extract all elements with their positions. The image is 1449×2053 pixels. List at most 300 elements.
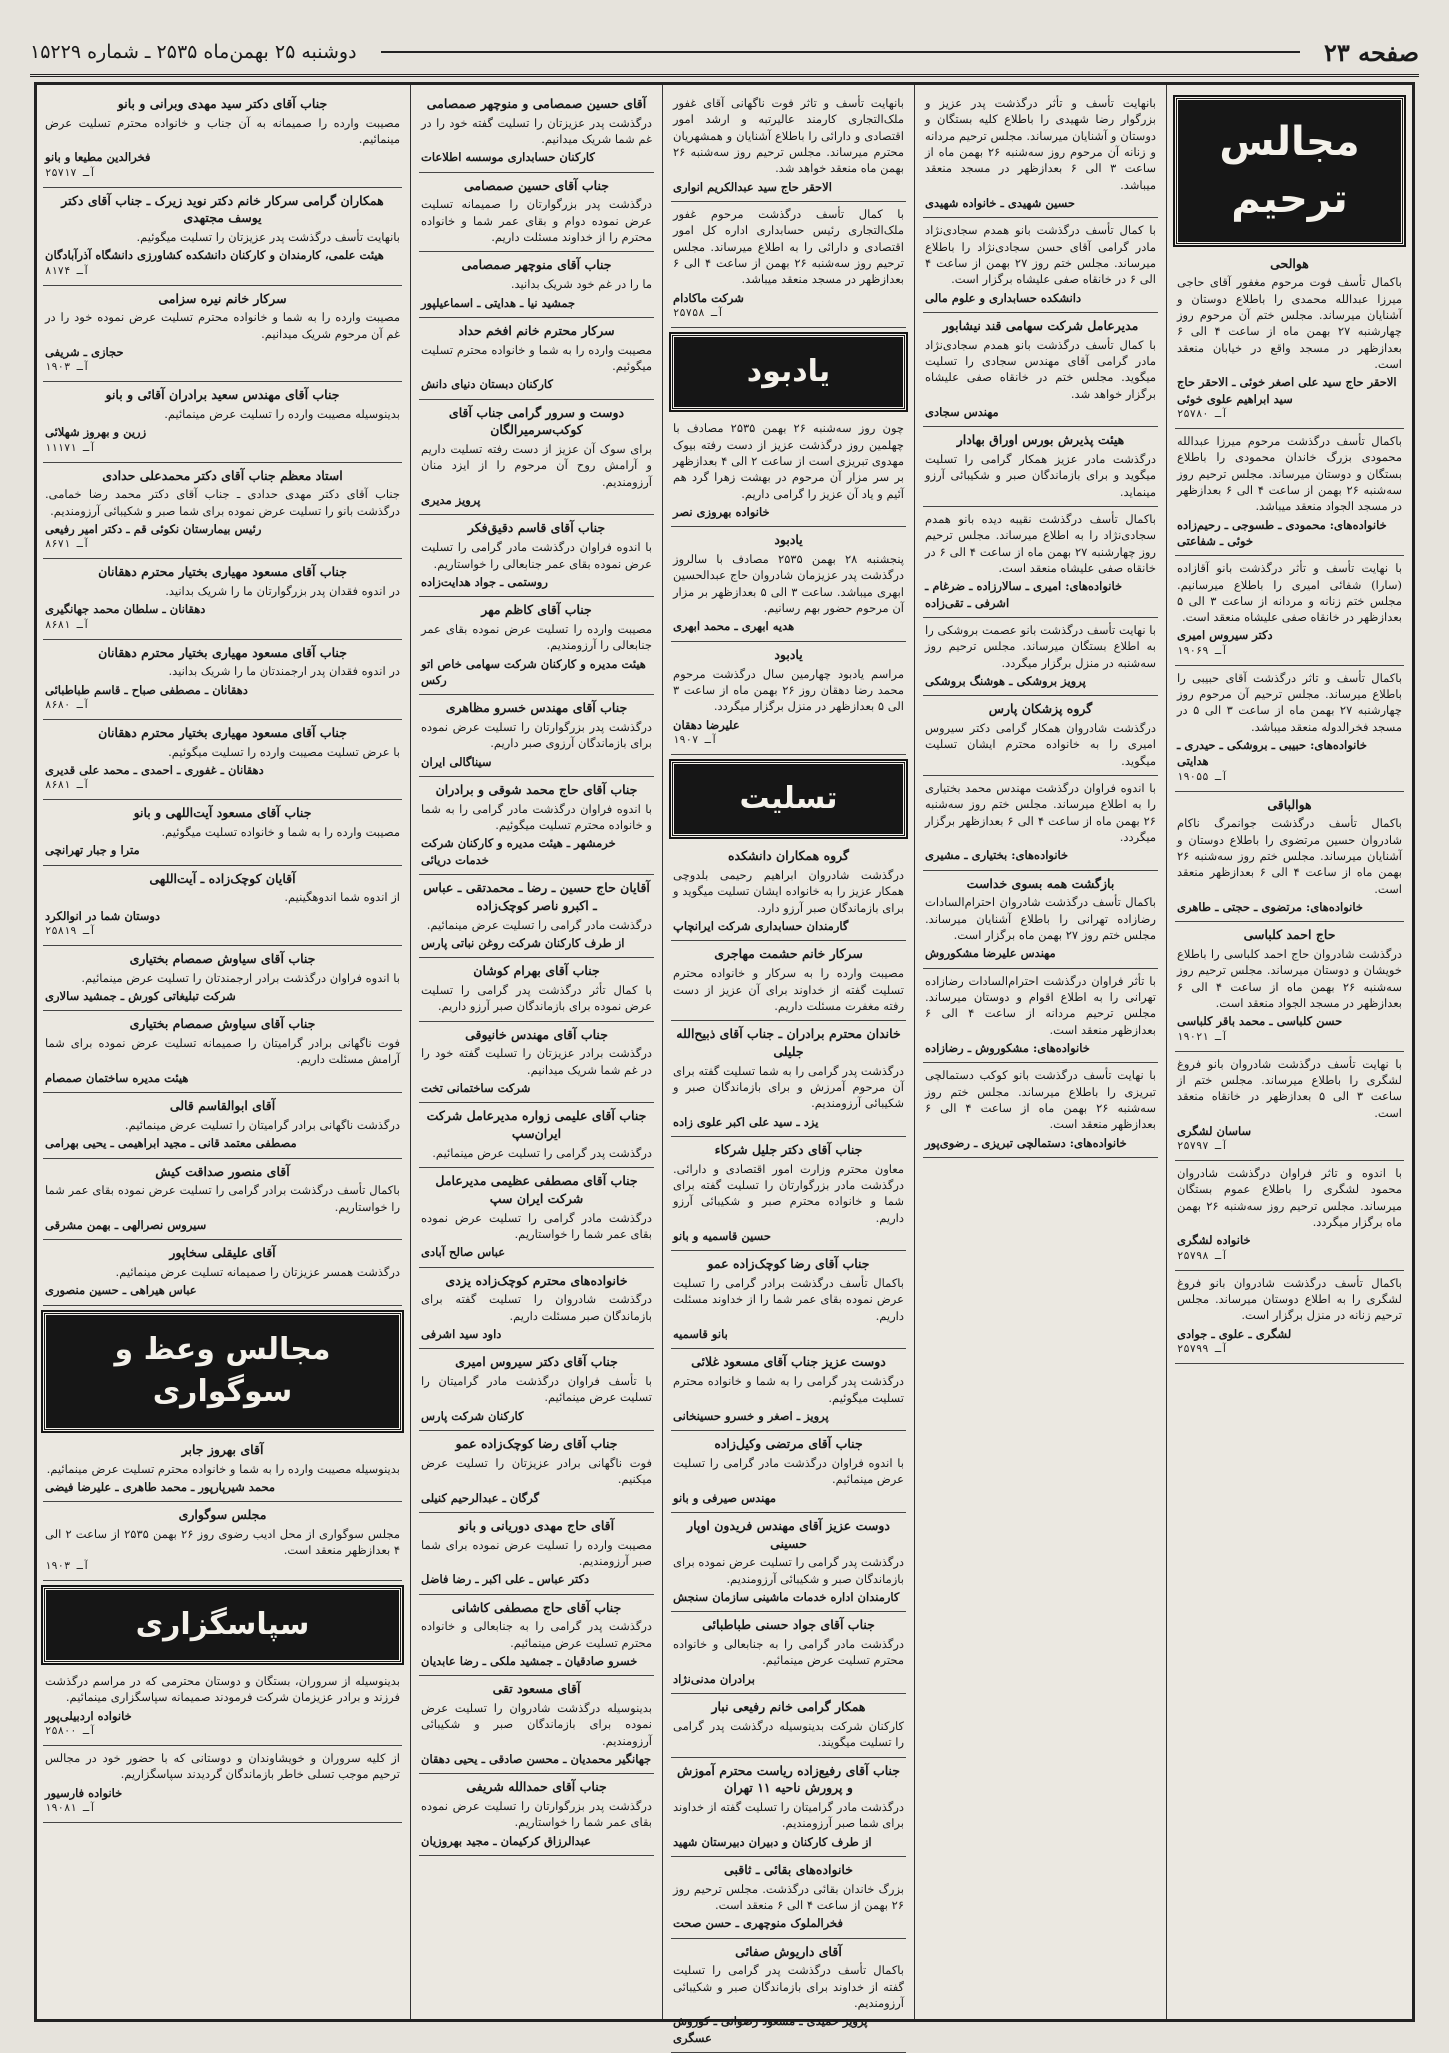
notice-title: خاندان محترم برادران ـ جناب آقای ذبیح‌الله جلیلی bbox=[676, 1026, 901, 1059]
notice-body: در اندوه فقدان پدر بزرگوارتان ما را شریک بدانید. bbox=[165, 584, 400, 599]
notice-signature: عباس هیراهی ـ حسین منصوری bbox=[45, 1283, 197, 1298]
notice-column-1 bbox=[1166, 85, 1412, 2019]
notice-ad-code: آـ ۸۶۸۱ bbox=[45, 779, 90, 792]
notice bbox=[419, 1349, 654, 1431]
notice-body: درگذشت پدر گرامی را تسلیت عرض مینمائیم. bbox=[432, 1145, 652, 1160]
notice-title: آقایان کوچک‌زاده ـ آیت‌اللهی bbox=[149, 870, 296, 886]
notice-title: دوست عزیز جناب آقای مسعود غلائی bbox=[691, 1354, 886, 1370]
notice-signature: هیئت مدیره ساختمان صمصام bbox=[45, 1070, 189, 1085]
notice-title: دوست و سرور گرامی جناب آقای کوکب‌سرمیرالگان bbox=[448, 404, 625, 438]
notice-signature: حسین قاسمیه و بانو bbox=[673, 1229, 771, 1244]
notice-body: باکمال تأسف درگذشت برادر گرامی را تسلیت عرض نموده بقای عمر شما را از خداوند مسئلت داریم. bbox=[673, 1276, 904, 1323]
notice bbox=[419, 1774, 654, 1856]
notice-body: باکمال تأسف درگذشت شادروان احترام‌السادات رضازاده تهرانی را باطلاع آشنایان میرساند. مجلس ختم روز ۲۷ بهمن ماه برگزار است. bbox=[925, 895, 1156, 943]
notice-signature: علیرضا دهقان bbox=[673, 717, 740, 732]
notice-signature: از طرف کارکنان و دبیران دبیرستان شهید bbox=[673, 1834, 872, 1849]
notice-body: از کلیه سروران و خویشاوندان و دوستانی که با حضور خود در مجالس ترحیم موجب تسلی خاطر بازماندگان گردیدند سپاسگزاریم. bbox=[45, 1751, 400, 1782]
notice-signature: الاحقر حاج سید علی اصغر خوئی ـ الاحقر حاج سید ابراهیم علوی خوئی bbox=[1177, 375, 1397, 406]
tarhim-banner: مجالس ترحیم bbox=[1175, 97, 1404, 245]
notice-signature: پرویز مدیری bbox=[421, 493, 481, 508]
notice-signature: هدیه ابهری ـ محمد ابهری bbox=[673, 619, 795, 634]
notice bbox=[923, 871, 1158, 969]
notice-body: بانهایت تأسف درگذشت پدر عزیزتان را تسلیت میگوئیم. bbox=[136, 230, 400, 245]
notice bbox=[419, 252, 654, 317]
notice bbox=[43, 640, 402, 720]
notice-ad-code: آـ ۸۶۸۱ bbox=[45, 618, 90, 631]
notice-title: جناب آقای مهندس خانیوقی bbox=[465, 1026, 608, 1042]
notice-ad-code: آـ ۲۵۸۱۹ bbox=[45, 925, 96, 938]
notice-list-top bbox=[671, 91, 906, 328]
notice-body: درگذشت پدر بزرگوارتان را تسلیت عرض نموده بقای عمر شما را خواستاریم. bbox=[421, 1799, 652, 1830]
notice-body: مصیبت وارده را به شما و خانواده تسلیت میگوئیم. bbox=[161, 824, 400, 839]
notice bbox=[419, 318, 654, 400]
notice-title: جناب آقای سیاوش صمصام بختیاری bbox=[129, 950, 316, 966]
notice-title: جناب آقای حاج مصطفی کاشانی bbox=[451, 1599, 622, 1615]
notice-signature: سیناگالی ایران bbox=[421, 754, 492, 769]
notice-list-top bbox=[43, 91, 402, 1306]
notice-title: گروه پزشکان پارس bbox=[988, 701, 1093, 717]
notice-signature: خانواده‌های: دستمالچی تبریزی ـ رضوی‌پور bbox=[925, 1135, 1127, 1150]
notice-list bbox=[923, 91, 1158, 1158]
notice-title: یادبود bbox=[774, 532, 803, 548]
notice-title: خانواده‌های محترم کوچک‌زاده یزدی bbox=[445, 1272, 628, 1288]
notice-title: حاج احمد کلباسی bbox=[1243, 927, 1336, 943]
notice bbox=[419, 515, 654, 597]
notice-title: مدیرعامل شرکت سهامی قند نیشابور bbox=[942, 317, 1139, 333]
notice-body: باکمال تأسف و تاثر درگذشت آقای حبیبی را باطلاع میرساند. مجلس ترحیم آن مرحوم روز چهارشنبه ۲۷ بهمن ماه از ساعت ۳ الی ۵ در مسجد فخرالدوله منعقد میباشد. bbox=[1177, 670, 1402, 734]
notice bbox=[43, 1159, 402, 1241]
notice bbox=[43, 1093, 402, 1158]
notice-ad-code: آـ ۱۹۰۲۱ bbox=[1177, 1030, 1228, 1043]
notice-signature: الاحقر حاج سید عبدالکریم انواری bbox=[673, 179, 832, 194]
notice-body: مصیبت وارده را تسلیت عرض نموده برای شما صبر آرزومندیم. bbox=[421, 1537, 652, 1568]
notice-body: درگذشت پدر عزیزتان را تسلیت گفته خود را در غم شما شریک میدانیم. bbox=[421, 115, 652, 147]
notice-signature: مهندس علیرضا مشکوروش bbox=[925, 946, 1056, 961]
notice bbox=[923, 91, 1158, 218]
notice-signature: مصطفی معتمد قانی ـ مجید ابراهیمی ـ یحیی بهرامی bbox=[45, 1136, 297, 1151]
notice bbox=[671, 416, 906, 527]
notice-title: آقای مسعود تقی bbox=[492, 1681, 581, 1697]
notice-body: بزرگ خاندان بقائی درگذشت. مجلس ترحیم روز ۲۶ بهمن از ساعت ۴ الی ۶ منعقد است. bbox=[673, 1881, 904, 1913]
notice-body: درگذشت پدر گرامی را به شما تسلیت گفته برای آن مرحوم آمرزش و برای بازماندگان صبر و شکیبائی آرزومندیم. bbox=[673, 1063, 904, 1111]
notice-body: فوت ناگهانی برادر عزیزتان را تسلیت عرض میکنیم. bbox=[421, 1455, 652, 1487]
notice-title: جناب آقای حسین صمصامی bbox=[464, 177, 609, 193]
notice-title: همکاران گرامی سرکار خانم دکتر نوید زیرک ـ جناب آقای دکتر یوسف مجتهدی bbox=[61, 192, 384, 226]
notice bbox=[671, 1349, 906, 1431]
notice-signature: شرکت ساختمانی تخت bbox=[421, 1080, 531, 1095]
notice-body: مصیبت وارده را به شما و خانواده محترم تسلیت میگوئیم. bbox=[421, 342, 652, 373]
notice-title: جناب آقای مسعود مهیاری بختیار محترم دهقانان bbox=[98, 724, 347, 740]
notice-title: جناب آقای مهندس خسرو مظاهری bbox=[445, 700, 628, 716]
notice-signature: کارکنان دبستان دنیای دانش bbox=[421, 377, 553, 392]
notice-signature: داود سید اشرفی bbox=[421, 1327, 502, 1342]
notice-signature: خسرو صادقیان ـ جمشید ملکی ـ رضا عابدیان bbox=[421, 1653, 638, 1668]
notice bbox=[419, 400, 654, 516]
notice-column-2 bbox=[914, 85, 1166, 2019]
notice-body: درگذشت شادروان همکار گرامی دکتر سیروس امیری را به خانواده محترم ایشان تسلیت میگوید. bbox=[925, 721, 1156, 768]
yadbood-banner: یادبود bbox=[671, 334, 906, 411]
notice-title: جناب آقای کاظم مهر bbox=[481, 602, 592, 618]
notice-signature: دهقانان ـ مصطفی صباح ـ قاسم طباطبائی bbox=[45, 682, 248, 697]
notice-body: با تأثر فراوان درگذشت احترام‌السادات رضازاده تهرانی را به اطلاع اقوام و دوستان میرساند. مجلس ترحیم مردانه از ساعت ۴ الی ۶ بعدازظهر منعقد است. bbox=[925, 973, 1156, 1037]
notice-list bbox=[419, 91, 654, 1856]
notice bbox=[923, 313, 1158, 427]
notice-signature: خانواده اردبیلی‌پور bbox=[45, 1708, 132, 1723]
notice-list-middle bbox=[43, 1437, 402, 1581]
notice bbox=[43, 1669, 402, 1746]
notice-ad-code: آـ ۲۵۷۵۸ bbox=[673, 306, 724, 319]
notice-signature: یزد ـ سید علی اکبر علوی زاده bbox=[673, 1114, 819, 1129]
notice-title: جناب آقای دکتر سید مهدی وبرانی و بانو bbox=[117, 96, 328, 111]
notice-body: مصیبت وارده را صمیمانه به آن جناب و خانواده محترم تسلیت عرض مینمائیم. bbox=[45, 115, 400, 147]
notice-body: جناب آقای دکتر مهدی حدادی ـ جناب آقای دکتر محمد رضا خمامی. درگذشت بانو را تسلیت عرض نموده برای شما صبر و شکیبائی آرزومندیم. bbox=[45, 487, 400, 518]
notice bbox=[43, 463, 402, 560]
notice bbox=[923, 507, 1158, 618]
notice-title: آقای داریوش صفائی bbox=[735, 1943, 842, 1959]
notice bbox=[671, 941, 906, 1021]
notice bbox=[923, 696, 1158, 776]
notice-body: فوت ناگهانی برادر گرامیتان را صمیمانه تسلیت عرض نموده برای شما آرامش مسئلت داریم. bbox=[45, 1036, 400, 1067]
notice bbox=[43, 866, 402, 946]
notice-body: با نهایت تأسف درگذشت شادروان بانو فروغ لشگری را باطلاع میرساند. مجلس ختم از ساعت ۳ الی ۵ بعدازظهر در خانقاه منعقد است. bbox=[1177, 1056, 1402, 1120]
notice-signature: دهقانان ـ سلطان محمد جهانگیری bbox=[45, 602, 206, 617]
notice-signature: برادران مدنی‌نژاد bbox=[673, 1671, 755, 1686]
notice-body: مصیبت وارده را تسلیت عرض نموده بقای عمر جنابعالی را آرزومندیم. bbox=[421, 621, 652, 653]
notice-title: جناب آقای مرتضی وکیل‌زاده bbox=[714, 1436, 863, 1452]
notice bbox=[419, 1431, 654, 1513]
notice-signature: حسن کلباسی ـ محمد باقر کلباسی bbox=[1177, 1014, 1343, 1029]
notice-body: با عرض تسلیت مصیبت وارده را تسلیت میگوئیم. bbox=[168, 744, 400, 759]
notice-signature: خانواده فارسیور bbox=[45, 1785, 123, 1800]
notice bbox=[43, 1746, 402, 1823]
notice-ad-code: آـ ۱۹۰۷ bbox=[673, 733, 718, 746]
notice bbox=[419, 958, 654, 1021]
notice-title: دوست عزیز آقای مهندس فریدون اوپار حسینی bbox=[687, 1517, 890, 1551]
notice-signature: جهانگیر محمدیان ـ محسن صادقی ـ یحیی دهقان bbox=[421, 1752, 652, 1767]
notice-signature: کارمندان اداره خدمات ماشینی سازمان سنجش bbox=[673, 1590, 900, 1605]
notice-body: باکمال تأسف فوت مرحوم مغفور آقای حاجی میرزا عبدالله محمدی را باطلاع دوستان و آشنایان میرساند. مجلس ختم آن مرحوم روز چهارشنبه ۲۷ بهمن ماه از ساعت ۴ الی ۶ بعدازظهر در مسجد واقع در خیابان منعقد است. bbox=[1177, 275, 1402, 371]
notice-list-bottom bbox=[43, 1669, 402, 1823]
notice-body: با نهایت تأسف درگذشت بانو عصمت بروشکی را به اطلاع بستگان میرساند. مجلس ترحیم روز سه‌شنبه در منزل برگزار میگردد. bbox=[925, 623, 1156, 670]
notice-body: مصیبت وارده را به شما و خانواده محترم تسلیت عرض نموده خود را در غم آن مرحوم شریک میدانیم. bbox=[45, 310, 400, 341]
notice-title: جناب آقای رضا کوچک‌زاده عمو bbox=[455, 1436, 618, 1452]
notice-signature: دکتر عباس ـ علی اکبر ـ رضا فاضل bbox=[421, 1572, 590, 1587]
tasliat-banner: تسلیت bbox=[671, 761, 906, 838]
notice-title: جناب آقای مصطفی عظیمی مدیرعامل شرکت ایران سپ bbox=[435, 1173, 638, 1206]
notice-column-3 bbox=[662, 85, 914, 2045]
notice bbox=[671, 1612, 906, 1694]
notice bbox=[43, 1437, 402, 1502]
notice-title: آقای حاج مهدی دوریانی و بانو bbox=[458, 1517, 615, 1533]
notice bbox=[43, 382, 402, 462]
header-rule bbox=[381, 51, 1300, 53]
notice-body: درگذشت شادروان حاج احمد کلباسی را باطلاع خویشان و دوستان میرساند. مجلس ترحیم روز سه‌شنبه ۲۶ بهمن ماه از ساعت ۴ الی ۶ بعدازظهر در مسجد الجواد منعقد است. bbox=[1177, 947, 1402, 1011]
notice-title: جناب آقای قاسم دقیق‌فکر bbox=[467, 520, 606, 536]
notice bbox=[43, 720, 402, 800]
notice-signature: بانو قاسمیه bbox=[673, 1327, 728, 1342]
notice-signature: دوستان شما در انوالکرد bbox=[45, 908, 161, 923]
notice-body: درگذشت پدر بزرگوارتان را تسلیت عرض نموده برای بازماندگان آرزوی صبر داریم. bbox=[421, 719, 652, 751]
notice-signature: گارمندان حسابداری شرکت ایرانچاپ bbox=[673, 919, 849, 934]
notice-body: برای سوک آن عزیز از دست رفته تسلیت داریم و آرامش روح آن مرحوم را از ایزد منان آرزومندیم. bbox=[421, 442, 652, 489]
notice-body: با نهایت تأسف و تأثر درگذشت بانو آقازاده (سارا) شفائی امیری را باطلاع میرسانیم. مجلس ختم زنانه و مردانه از ساعت ۳ الی ۵ بعدازظهر در خانقاه صفی علیشاه منعقد است. bbox=[1177, 561, 1402, 625]
notice bbox=[419, 91, 654, 173]
notice-signature: پرویز ـ اصغر و خسرو حسینخانی bbox=[673, 1408, 829, 1423]
notice-title: خانواده‌های بقائی ـ ثاقبی bbox=[724, 1862, 853, 1877]
notice bbox=[671, 1758, 906, 1857]
notice bbox=[671, 1137, 906, 1251]
notice-signature: فخرالدین مطیعا و بانو bbox=[45, 150, 151, 165]
notice-body: با اندوه فراوان درگذشت مادر گرامی را تسلیت عرض نموده بقای عمر جنابعالی را خواستاریم. bbox=[421, 540, 652, 571]
notice-title: بازگشت همه بسوی خداست bbox=[966, 875, 1115, 891]
notices-frame bbox=[34, 82, 1415, 2045]
notice bbox=[671, 202, 906, 328]
notice-body: با اندوه فراوان درگذشت مادر گرامی را تسلیت عرض مینمائیم. bbox=[673, 1455, 904, 1487]
notice-signature: مهندس صیرفی و بانو bbox=[673, 1490, 777, 1505]
notice-signature: خانواده‌های: حبیبی ـ بروشکی ـ حیدری ـ هدایتی bbox=[1177, 738, 1367, 769]
notice-title: جناب آقای سیاوش صمصام بختیاری bbox=[129, 1016, 316, 1032]
notice-title: جناب آقای جواد حسنی طباطبائی bbox=[702, 1617, 875, 1633]
notice bbox=[419, 597, 654, 695]
notice-body: درگذشت برادر عزیزتان را تسلیت گفته خود را در غم شما شریک میدانیم. bbox=[421, 1046, 652, 1077]
page-header bbox=[30, 30, 1419, 77]
notice-body: باکمال تأسف درگذشت شادروان بانو فروغ لشگری را به اطلاع دوستان میرساند. مجلس ترحیم زنانه در منزل برگزار است. bbox=[1177, 1275, 1402, 1323]
notice bbox=[671, 843, 906, 941]
notice bbox=[923, 218, 1158, 313]
notice-title: هوالباقی bbox=[1267, 796, 1312, 812]
notice-signature: خانواده لشگری bbox=[1177, 1233, 1251, 1248]
notice-title: جناب آقای رفیع‌زاده ریاست محترم آموزش و پرورش ناحیه ۱۱ تهران bbox=[676, 1762, 901, 1796]
notice-signature: سیروس نصرالهی ـ بهمن مشرقی bbox=[45, 1217, 207, 1232]
notice-title: آقای منصور صداقت کیش bbox=[155, 1163, 290, 1179]
notice bbox=[43, 559, 402, 639]
notice-title: جناب آقای مسعود آیت‌اللهی و بانو bbox=[133, 805, 312, 821]
notice-body: با اندوه فراوان درگذشت مادر گرامی را به شما و خانواده محترم تسلیت میگوئیم. bbox=[421, 801, 652, 833]
notice bbox=[671, 1857, 906, 1939]
notice-list bbox=[1175, 251, 1404, 1364]
notice-body: باکمال تأسف درگذشت نقیبه دیده بانو همدم سجادی‌نژاد را به اطلاع میرساند. مجلس ترحیم روز چهارشنبه ۲۷ بهمن ماه از ساعت ۴ الی ۶ در خانقاه صفی علیشاه منعقد است. bbox=[925, 512, 1156, 576]
notice-column-5 bbox=[35, 85, 410, 2019]
notice-body: درگذشت مادر گرامیتان را تسلیت گفته از خداوند برای شما صبر آرزومندیم. bbox=[673, 1800, 904, 1831]
notice-body: با کمال تأسف درگذشت بانو همدم سجادی‌نژاد مادر گرامی آقای حسن سجادی‌نژاد را باطلاع میرساند. مجلس ختم روز ۲۷ بهمن از ساعت ۴ الی ۶ در خانقاه صفی علیشاه برگزار است. bbox=[925, 223, 1156, 287]
notice bbox=[419, 1168, 654, 1267]
notice bbox=[923, 618, 1158, 696]
notice bbox=[43, 91, 402, 188]
notice-title: آقای بهروز جابر bbox=[181, 1441, 264, 1457]
notice-title: آقایان حاج حسین ـ رضا ـ محمدتقی ـ عباس ـ اکبرو ناصر کوچک‌زاده bbox=[423, 880, 650, 913]
notice-ad-code: آـ ۱۹۰۸۱ bbox=[45, 1802, 96, 1815]
notice-body: در اندوه فقدان پدر ارجمندتان ما را شریک بدانید. bbox=[168, 664, 400, 679]
notice-title: آقای علیقلی سخاپور bbox=[169, 1245, 276, 1261]
notice bbox=[1175, 556, 1404, 666]
notice-body: بدینوسیله مصیبت وارده را به شما و خانواده محترم تسلیت عرض مینمائیم. bbox=[46, 1461, 400, 1476]
notice-signature: حسین شهیدی ـ خانواده شهیدی bbox=[925, 195, 1075, 210]
notice-body: درگذشت پدر بزرگوارتان را صمیمانه تسلیت عرض نموده دوام و بقای عمر شما و خانواده محترم را از خداوند مسئلت داریم. bbox=[421, 197, 652, 245]
notice-title: جناب آقای مسعود مهیاری بختیار محترم دهقانان bbox=[98, 644, 347, 660]
notice-title: سرکار خانم حشمت مهاجری bbox=[714, 946, 863, 962]
notice-ad-code: آـ ۲۵۸۰۰ bbox=[45, 1725, 96, 1738]
sepas-banner: سپاسگزاری bbox=[43, 1587, 402, 1664]
notice-ad-code: آـ ۱۹۰۵۵ bbox=[1177, 770, 1228, 783]
notice-body: با کمال تأسف درگذشت بانو همدم سجادی‌نژاد مادر گرامی آقای مهندس سجادی را تسلیت میگوید. مجلس ختم در خانقاه صفی علیشاه برگزار خواهد شد. bbox=[925, 337, 1156, 401]
notice-body: چون روز سه‌شنبه ۲۶ بهمن ۲۵۳۵ مصادف با چهلمین روز درگذشت عزیز از دست رفته بیوک مهدوی تبریزی است از ساعت ۲ الی ۴ بعدازظهر بر سر مزار آن مرحوم در بهشت زهرا گرد هم آئیم و یاد آن عزیز را گرامی داریم. bbox=[673, 421, 904, 501]
notice bbox=[671, 1431, 906, 1513]
notice-title: همکار گرامی خانم رفیعی نبار bbox=[711, 1699, 866, 1715]
notice-signature: رئیس بیمارستان نکوئی قم ـ دکتر امیر رفیعی bbox=[45, 522, 262, 537]
notice-ad-code: آـ ۱۹۰۳ bbox=[45, 361, 90, 374]
notice-body: مراسم یادبود چهارمین سال درگذشت مرحوم محمد رضا دهقان روز ۲۶ بهمن ماه از ساعت ۳ الی ۵ بعدازظهر در منزل برگزار میگردد. bbox=[673, 666, 904, 714]
notice bbox=[419, 777, 654, 875]
notice-list-bottom bbox=[671, 843, 906, 2053]
notice-signature: دانشکده حسابداری و علوم مالی bbox=[925, 290, 1082, 305]
notice-body: درگذشت پدر گرامی را به شما و خانواده محترم تسلیت میگوئیم. bbox=[673, 1374, 904, 1405]
notice-title: آقای حسین صمصامی و منوچهر صمصامی bbox=[426, 96, 647, 111]
notice-title: جناب آقای بهرام کوشان bbox=[473, 963, 600, 979]
notice-signature: کارکنان حسابداری موسسه اطلاعات bbox=[421, 150, 595, 165]
notice-body: باکمال تأسف درگذشت مرحوم میرزا عبدالله محمودی بزرگ خاندان محمودی را باطلاع بستگان و دوستان میرساند. مجلس ترحیم روز سه‌شنبه ۲۶ بهمن از ساعت ۴ الی ۶ بعدازظهر در مسجد الجواد منعقد میباشد. bbox=[1177, 433, 1402, 514]
issue-date-line: دوشنبه ۲۵ بهمن‌ماه ۲۵۳۵ ـ شماره ۱۵۲۲۹ bbox=[30, 41, 357, 63]
notice-body: با کمال تأثر درگذشت پدر گرامی را تسلیت عرض نموده برای بازماندگان صبر آرزو داریم. bbox=[421, 982, 652, 1014]
notice bbox=[671, 1251, 906, 1349]
notice-signature: کارکنان شرکت پارس bbox=[421, 1408, 524, 1423]
notice-title: سرکار محترم خانم افخم حداد bbox=[458, 322, 615, 338]
notice bbox=[671, 527, 906, 641]
notice-column-4 bbox=[410, 85, 662, 2019]
notice bbox=[43, 1011, 402, 1093]
notice bbox=[671, 1021, 906, 1137]
notice bbox=[923, 427, 1158, 507]
notice-body: درگذشت مادر گرامی را به جنابعالی و خانواده محترم تسلیت عرض مینمائیم. bbox=[673, 1637, 904, 1668]
notice-ad-code: آـ ۲۵۷۹۸ bbox=[1177, 1249, 1228, 1262]
notice bbox=[1175, 251, 1404, 429]
notice-list-middle bbox=[671, 416, 906, 754]
notice-signature: زرین و بهروز شهلائی bbox=[45, 425, 147, 440]
notice-title: جناب آقای حاج محمد شوقی و برادران bbox=[435, 781, 638, 797]
notice bbox=[1175, 922, 1404, 1051]
notice-signature: هیئت مدیره و کارکنان شرکت سهامی خاص اتو رکس bbox=[421, 656, 646, 687]
notice bbox=[671, 1939, 906, 2053]
notice-signature: جمشید نیا ـ هدایتی ـ اسماعیلپور bbox=[421, 295, 576, 310]
notice-body: با اندوه فراوان درگذشت مهندس محمد بختیاری را به اطلاع میرساند. مجلس ختم روز سه‌شنبه ۲۶ بهمن ماه از ساعت ۴ الی ۶ بعدازظهر برگزار میگردد. bbox=[925, 781, 1156, 845]
notice-body: مجلس سوگواری از محل ادیب رضوی روز ۲۶ بهمن ۲۵۳۵ از ساعت ۲ الی ۴ بعدازظهر منعقد است. bbox=[45, 1526, 400, 1558]
notice bbox=[43, 800, 402, 865]
notice-signature: خانواده‌های: امیری ـ سالارزاده ـ ضرغام ـ اشرفی ـ تقی‌زاده bbox=[925, 579, 1123, 610]
notice-ad-code: آـ ۲۵۷۹۷ bbox=[1177, 1140, 1228, 1153]
notice-signature: هیئت علمی، کارمندان و کارکنان دانشکده کشاورزی دانشگاه آذرآبادگان bbox=[45, 248, 384, 263]
notice bbox=[43, 188, 402, 286]
notice bbox=[419, 1103, 654, 1168]
vaez-banner: مجالس وعظ و سوگواری bbox=[43, 1312, 402, 1431]
notice-signature: خانواده‌های: محمودی ـ طسوجی ـ رحیم‌زاده خوئی ـ شفاعتی bbox=[1177, 517, 1387, 548]
notice-body: درگذشت شادروان را تسلیت گفته برای بازماندگان صبر مسئلت داریم. bbox=[421, 1292, 652, 1323]
notice-ad-code: آـ ۲۵۷۱۷ bbox=[45, 166, 96, 179]
notice-ad-code: آـ ۸۶۷۱ bbox=[45, 538, 90, 551]
page-number: صفحه ۲۳ bbox=[1323, 37, 1419, 67]
notice-body: معاون محترم وزارت امور اقتصادی و دارائی. درگذشت مادر بزرگوارتان را تسلیت گفته برای شما و خانواده محترم صبر و شکیبائی آرزو داریم. bbox=[673, 1161, 904, 1225]
notice-body: با کمال تأسف درگذشت مرحوم غفور ملک‌التجاری رئیس حسابداری اداره کل امور اقتصادی و دارائی را به اطلاع میرساند. مجلس ترحیم روز سه‌شنبه ۲۶ بهمن از ساعت ۴ الی ۶ بعدازظهر در مسجد منعقد میباشد. bbox=[673, 206, 904, 287]
notice-signature: گرگان ـ عبدالرحیم کنیلی bbox=[421, 1490, 540, 1505]
notice-body: با نهایت تأسف درگذشت بانو کوکب دستمالچی تبریزی را باطلاع میرساند. مجلس ختم روز سه‌شنبه ۲۶ بهمن ماه از ساعت ۴ الی ۶ بعدازظهر منعقد است. bbox=[925, 1068, 1156, 1132]
notice-title: هیئت پذیرش بورس اوراق بهادار bbox=[956, 432, 1125, 448]
notice-title: گروه همکاران دانشکده bbox=[727, 848, 850, 864]
notice-signature: شرکت ماکادام bbox=[673, 290, 744, 305]
notice-body: درگذشت ناگهانی برادر گرامیتان را تسلیت عرض مینمائیم. bbox=[124, 1117, 400, 1132]
notice-signature: ساسان لشگری bbox=[1177, 1123, 1252, 1138]
notice bbox=[419, 1268, 654, 1350]
notice bbox=[419, 1595, 654, 1677]
notice bbox=[671, 1694, 906, 1757]
notice-signature: پرویز بروشکی ـ هوشنگ بروشکی bbox=[925, 674, 1086, 689]
notice bbox=[43, 286, 402, 383]
notice-body: با تأسف فراوان درگذشت مادر گرامیتان را تسلیت عرض مینمائیم. bbox=[421, 1374, 652, 1405]
notice-signature: خانواده‌های: مشکوروش ـ رضازاده bbox=[925, 1041, 1090, 1056]
notice-body: مصیبت وارده را به سرکار و خانواده محترم تسلیت گفته از خداوند برای آن عزیز از دست رفته مغفرت مسئلت داریم. bbox=[673, 966, 904, 1013]
notice bbox=[419, 695, 654, 777]
notice-body: بدینوسیله از سروران، بستگان و دوستان محترمی که در مراسم درگذشت فرزند و برادر عزیزمان شرکت فرمودند صمیمانه سپاسگزاری مینمائیم. bbox=[45, 1674, 400, 1705]
notice-signature: دکتر سیروس امیری bbox=[1177, 628, 1273, 643]
notice-signature: روستمی ـ جواد هدایت‌زاده bbox=[421, 574, 548, 589]
notice-title: جناب آقای رضا کوچک‌زاده عمو bbox=[707, 1256, 870, 1272]
notice bbox=[43, 946, 402, 1011]
notice bbox=[419, 1022, 654, 1104]
notice-title: جناب آقای دکتر جلیل شرکاء bbox=[714, 1141, 863, 1157]
notice-title: جناب آقای حمدالله شریفی bbox=[466, 1779, 607, 1795]
notice-ad-code: آـ ۸۱۷۴ bbox=[45, 264, 90, 277]
notice-body: پنجشنبه ۲۸ بهمن ۲۵۳۵ مصادف با سالروز درگذشت پدر عزیزمان شادروان حاج عبدالحسین ابهری میباشد. ساعت ۳ الی ۵ بعدازظهر بر مزار آن مرحوم حضور بهم رسانیم. bbox=[673, 552, 904, 616]
notice-ad-code: آـ ۱۹۰۳ bbox=[45, 1559, 90, 1572]
notice-body: درگذشت پدر گرامی را تسلیت عرض نموده برای بازماندگان صبر و شکیبائی آرزومندیم. bbox=[673, 1555, 904, 1586]
notice-title: یادبود bbox=[774, 646, 803, 662]
notice bbox=[1175, 666, 1404, 792]
notice bbox=[923, 776, 1158, 871]
notice bbox=[671, 91, 906, 202]
notice bbox=[671, 642, 906, 755]
notice bbox=[671, 1513, 906, 1612]
notice bbox=[419, 1676, 654, 1774]
notice-title: جناب آقای دکتر سیروس امیری bbox=[455, 1354, 618, 1370]
notice-title: جناب آقای علیمی زواره مدیرعامل شرکت ایران‌سپ bbox=[426, 1108, 647, 1142]
notice bbox=[1175, 1052, 1404, 1162]
notice bbox=[1175, 1271, 1404, 1364]
notice-ad-code: آـ ۸۶۸۰ bbox=[45, 699, 90, 712]
notice-signature: محمد شیرپارپور ـ محمد طاهری ـ علیرضا فیضی bbox=[45, 1479, 276, 1494]
notice bbox=[419, 875, 654, 958]
notice bbox=[419, 173, 654, 253]
notice bbox=[43, 1240, 402, 1305]
notice-title: آقای ابوالقاسم قالی bbox=[169, 1098, 276, 1114]
notice-ad-code: آـ ۲۵۷۹۹ bbox=[1177, 1343, 1228, 1356]
notice-body: بانهایت تأسف و تأثر درگذشت پدر عزیز و بزرگوار رضا شهیدی را باطلاع کلیه بستگان و دوستان و آشنایان میرساند. مجلس ترحیم مردانه و زنانه آن مرحوم روز سه‌شنبه ۲۶ بهمن ماه از ساعت ۳ الی ۶ بعدازظهر در مسجد منعقد میباشد. bbox=[925, 96, 1156, 192]
notice-body: از اندوه شما اندوهگینیم. bbox=[284, 890, 400, 905]
notice-signature: خرمشهر ـ هیئت مدیره و کارکنان شرکت خدمات دریائی bbox=[421, 836, 616, 867]
notice-title: جناب آقای مسعود مهیاری بختیار محترم دهقانان bbox=[98, 564, 347, 580]
notice-body: کارکنان شرکت بدینوسیله درگذشت پدر گرامی را تسلیت میگویند. bbox=[673, 1718, 904, 1750]
notice-title: سرکار خانم نیره سزامی bbox=[158, 290, 287, 306]
notice bbox=[43, 1502, 402, 1580]
notice bbox=[1175, 792, 1404, 923]
notice-title: جناب آقای منوچهر صمصامی bbox=[461, 257, 612, 273]
notice-body: با اندوه و تاثر فراوان درگذشت شادروان محمود لشگری را باطلاع عموم بستگان میرساند. مجلس ترحیم روز سه‌شنبه ۲۶ بهمن ماه برگزار میگردد. bbox=[1177, 1166, 1402, 1230]
notice-body: درگذشت مادر گرامی را تسلیت عرض نموده بقای عمر شما را خواستاریم. bbox=[421, 1210, 652, 1241]
notice-signature: پرویز حمیدی ـ مسعود رضوانی ـ کوروش عسگری bbox=[673, 2014, 868, 2045]
notice bbox=[923, 1063, 1158, 1158]
notice-signature: فخرالملوک منوچهری ـ حسن صحت bbox=[673, 1916, 843, 1931]
notice-body: با اندوه فراوان درگذشت برادر ارجمندتان را تسلیت عرض مینمائیم. bbox=[81, 970, 400, 985]
notice-title: جناب آقای مهندس سعید برادران آقائی و بانو bbox=[105, 387, 340, 403]
notice-signature: شرکت تبلیغاتی کورش ـ جمشید سالاری bbox=[45, 989, 236, 1004]
notice-body: درگذشت شادروان ابراهیم رحیمی بلدوچی همکار عزیز را به خانواده ایشان تسلیت میگوید و برای بازماندگان صبر آرزو دارد. bbox=[673, 868, 904, 915]
notice-body: درگذشت پدر گرامی را به جنابعالی و خانواده محترم تسلیت عرض مینمائیم. bbox=[421, 1619, 652, 1650]
